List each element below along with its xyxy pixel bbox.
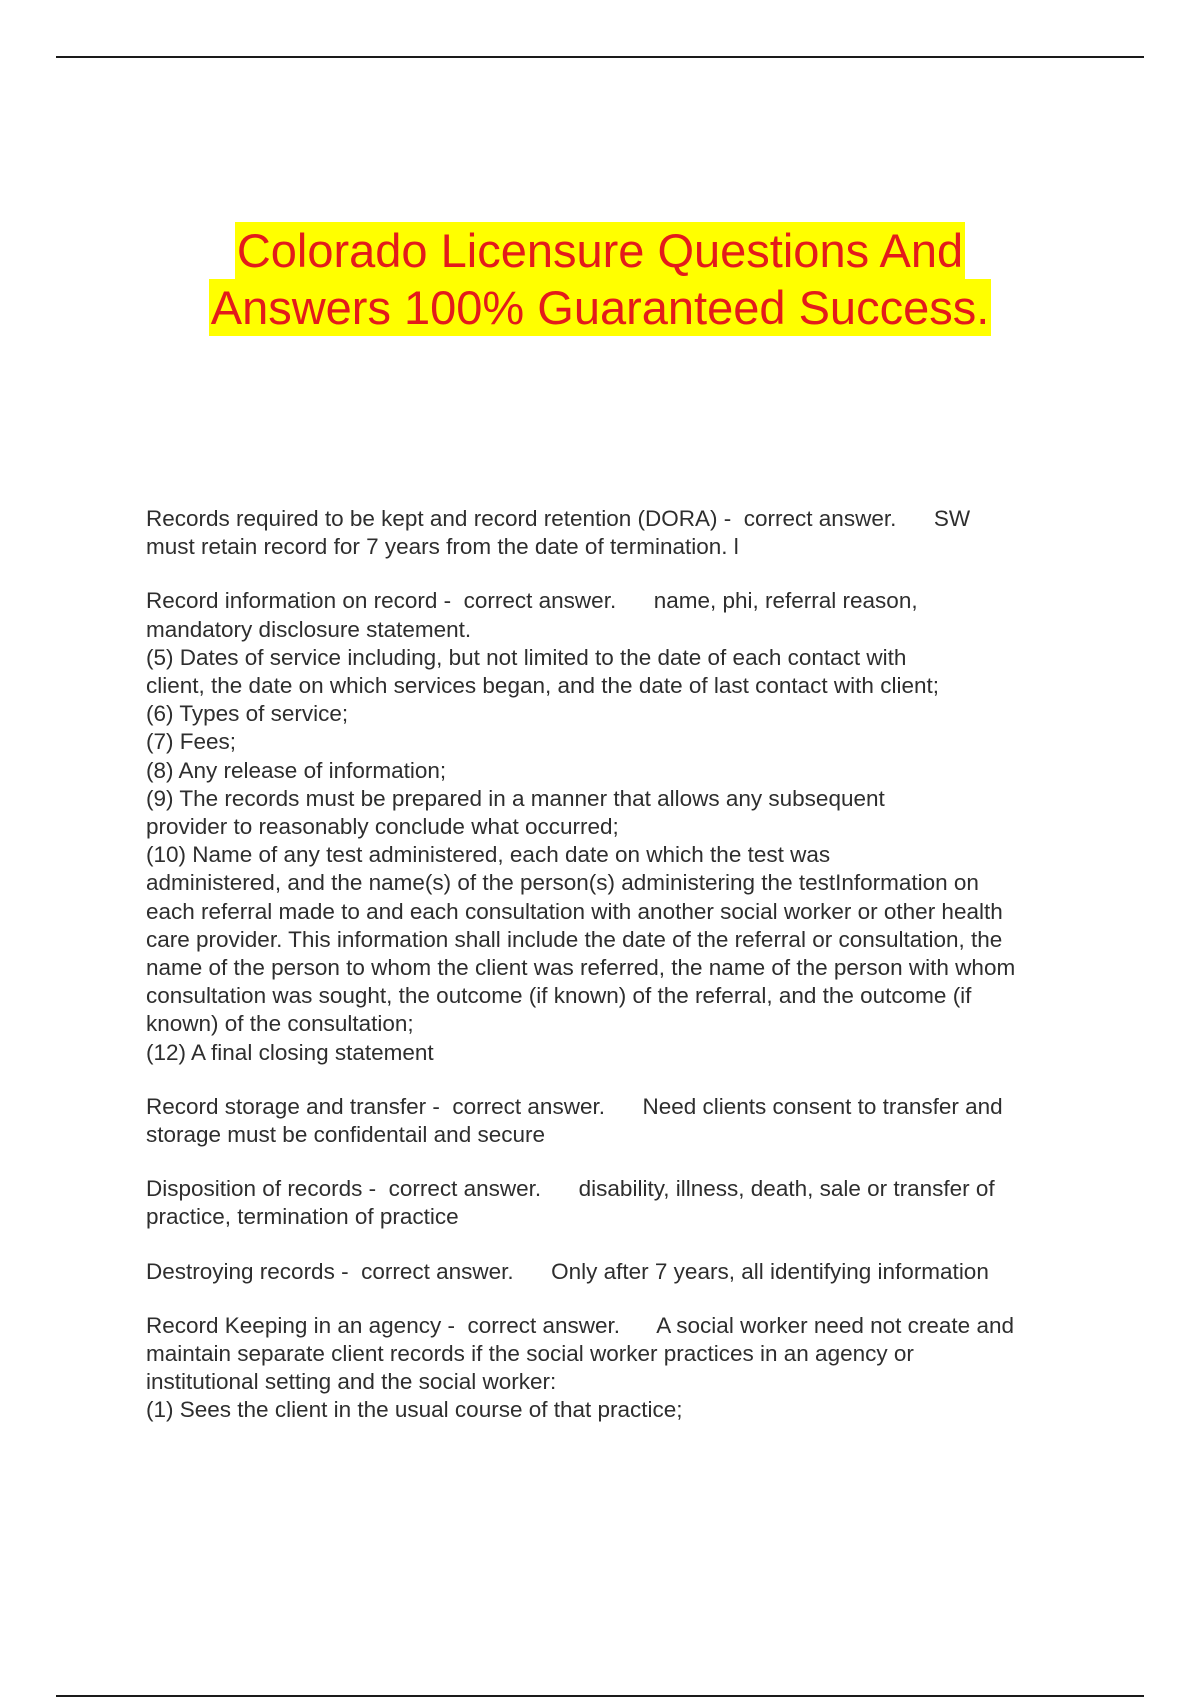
entry-line: Record storage and transfer - correct answer. Need clients consent to transfer and bbox=[146, 1093, 1003, 1119]
entry-line: institutional setting and the social worker: bbox=[146, 1369, 557, 1395]
entry-line: provider to reasonably conclude what occurred; bbox=[146, 814, 619, 840]
entry-line: maintain separate client records if the social worker practices in an agency or bbox=[146, 1341, 914, 1367]
entry-line: (12) A final closing statement bbox=[146, 1039, 434, 1065]
entry-line: Records required to be kept and record retention (DORA) - correct answer. SW bbox=[146, 506, 971, 531]
entry-line: name of the person to whom the client was referred, the name of the person with whom bbox=[146, 955, 1016, 981]
qa-entry bbox=[146, 587, 1086, 1066]
qa-entry bbox=[146, 1175, 1086, 1231]
document-body bbox=[146, 505, 1086, 1451]
entry-line: (8) Any release of information; bbox=[146, 757, 447, 783]
entry-line: client, the date on which services began, and the date of last contact with client; bbox=[146, 673, 939, 699]
entry-line: Destroying records - correct answer. Only after 7 years, all identifying information bbox=[146, 1258, 989, 1284]
qa-entry bbox=[146, 1258, 1086, 1286]
entry-line: practice, termination of practice bbox=[146, 1204, 459, 1230]
entry-line: (7) Fees; bbox=[146, 729, 237, 755]
entry-line: care provider. This information shall include the date of the referral or consultation, the bbox=[146, 926, 1003, 952]
entry-line: Disposition of records - correct answer. disability, illness, death, sale or transfer of bbox=[146, 1176, 995, 1202]
top-rule bbox=[56, 56, 1144, 58]
qa-entry bbox=[146, 1093, 1086, 1149]
entry-line: known) of the consultation; bbox=[146, 1011, 414, 1037]
entry-line: consultation was sought, the outcome (if known) of the referral, and the outcome (if bbox=[146, 983, 972, 1009]
document-title bbox=[0, 222, 1200, 336]
bottom-rule bbox=[56, 1695, 1144, 1697]
entry-line: Record information on record - correct answer. name, phi, referral reason, bbox=[146, 588, 918, 614]
entry-line: administered, and the name(s) of the person(s) administering the testInformation on bbox=[146, 870, 979, 896]
qa-entry bbox=[146, 505, 1086, 561]
entry-line: must retain record for 7 years from the date of termination. l bbox=[146, 534, 739, 560]
title-line-2: Answers 100% Guaranteed Success. bbox=[210, 281, 990, 334]
entry-line: (9) The records must be prepared in a manner that allows any subsequent bbox=[146, 785, 885, 811]
entry-line: Record Keeping in an agency - correct answer. A social worker need not create and bbox=[146, 1312, 1014, 1338]
entry-line: (6) Types of service; bbox=[146, 701, 349, 727]
title-line-1: Colorado Licensure Questions And bbox=[236, 224, 964, 277]
entry-line: (10) Name of any test administered, each date on which the test was bbox=[146, 842, 831, 868]
entry-line: (5) Dates of service including, but not limited to the date of each contact with bbox=[146, 644, 907, 670]
entry-line: (1) Sees the client in the usual course of that practice; bbox=[146, 1397, 683, 1423]
qa-entry bbox=[146, 1312, 1086, 1425]
entry-line: each referral made to and each consultation with another social worker or other health bbox=[146, 898, 1003, 924]
entry-line: mandatory disclosure statement. bbox=[146, 616, 472, 642]
entry-line: storage must be confidentail and secure bbox=[146, 1122, 545, 1148]
